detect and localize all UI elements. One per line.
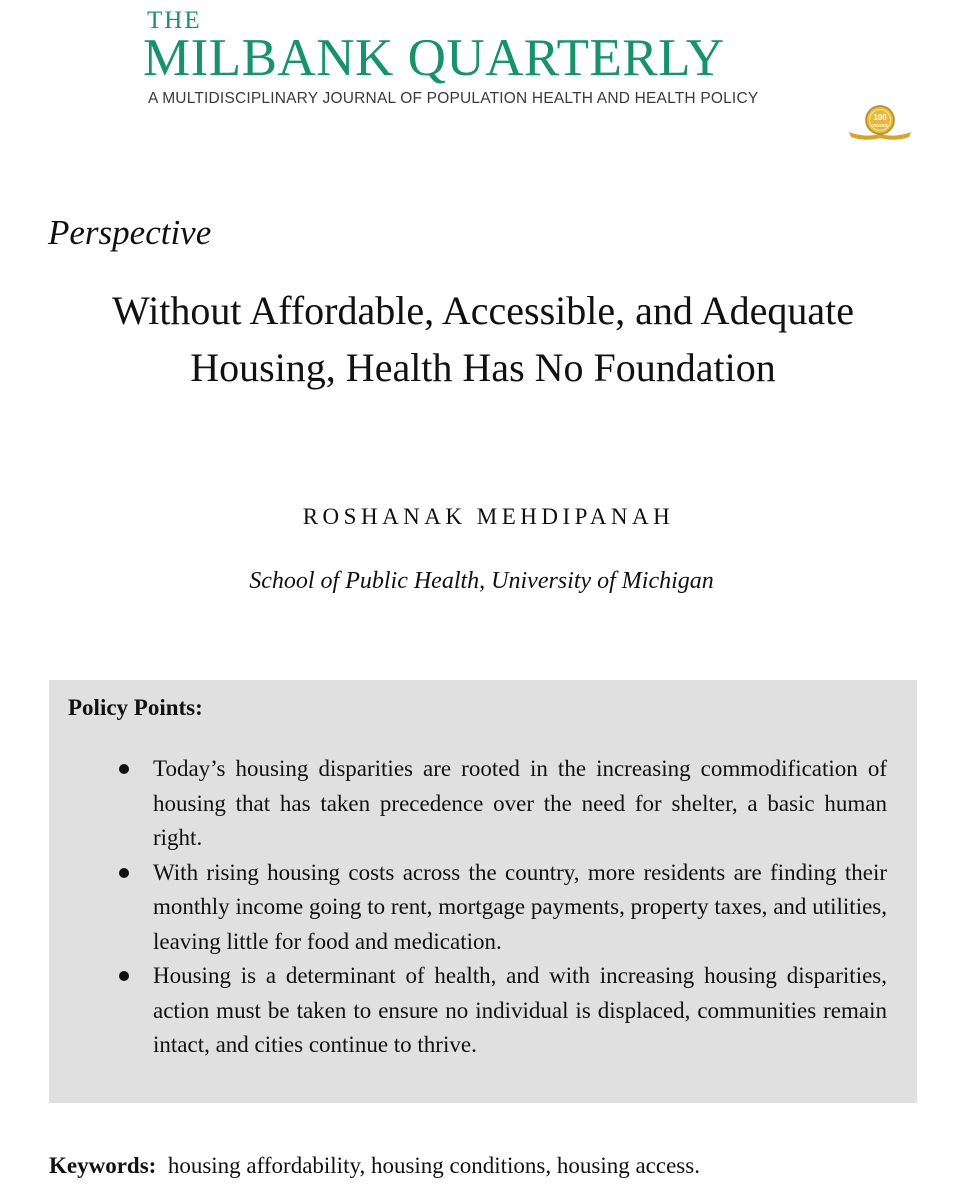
section-label: Perspective — [48, 213, 212, 252]
policy-points-box — [49, 680, 917, 1103]
badge-number: 100 — [873, 113, 887, 122]
bullet-icon — [119, 971, 129, 981]
centennial-badge-icon — [845, 104, 915, 140]
keywords-label: Keywords: — [49, 1153, 157, 1178]
badge-years: YEARS — [872, 123, 888, 128]
masthead-the: THE — [147, 7, 202, 34]
policy-points-list — [153, 752, 887, 1063]
author-affiliation: School of Public Health, University of Michigan — [249, 568, 714, 594]
policy-point-text: Housing is a determinant of health, and with increasing housing disparities, action must be taken to ensure no individual is displaced, communities remain intact, and cities continue to thrive. — [153, 963, 887, 1057]
journal-masthead — [0, 0, 977, 150]
journal-name: MILBANK QUARTERLY — [143, 29, 725, 87]
policy-point-text: With rising housing costs across the country, more residents are finding their monthly income going to rent, mortgage payments, property taxes, and utilities, leaving little for food and medication. — [153, 859, 887, 954]
journal-tagline: A MULTIDISCIPLINARY JOURNAL OF POPULATION HEALTH AND HEALTH POLICY — [148, 90, 759, 107]
bullet-icon — [119, 764, 129, 774]
article-title: Without Affordable, Accessible, and Adequate Housing, Health Has No Foundation — [112, 288, 854, 390]
policy-points-heading: Policy Points: — [68, 695, 203, 720]
policy-point-item — [153, 856, 887, 960]
policy-point-text: Today’s housing disparities are rooted in the increasing commodification of housing that has taken precedence over the need for shelter, a basic human right. — [153, 756, 887, 850]
keywords-line — [49, 1152, 700, 1180]
keywords-value: housing affordability, housing conditions, housing access. — [167, 1153, 700, 1178]
policy-point-item — [153, 752, 887, 856]
policy-point-item — [153, 959, 887, 1063]
author-name: ROSHANAK MEHDIPANAH — [302, 504, 675, 529]
bullet-icon — [119, 868, 129, 878]
